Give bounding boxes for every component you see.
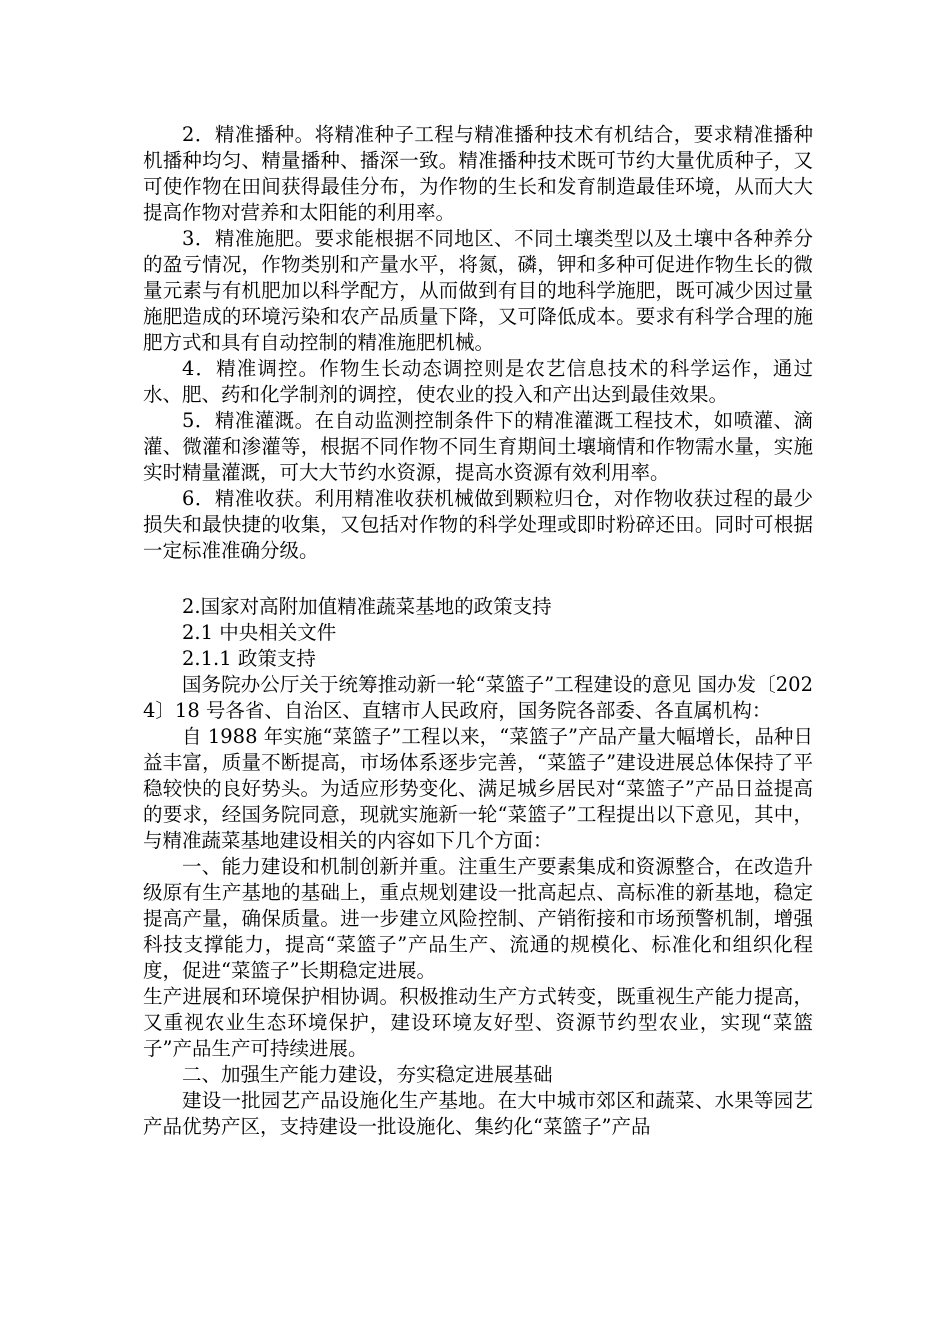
subsection-heading: 2.1 中央相关文件: [182, 621, 337, 644]
section-gap: [143, 564, 813, 594]
subsubsection-heading: 2.1.1 政策支持: [182, 647, 316, 670]
paragraph-background: 自 1988 年实施“菜篮子”工程以来，“菜篮子”产品产量大幅增长，品种日益丰富，质量不断提高，市场体系逐步完善，“菜篮子”建设进展总体保持了平稳较快的良好势头。为适应形势变化、满足城乡居民对“菜篮子”产品日益提高的要求，经国务院同意，现就实施新一轮“菜篮子”工程提出以下意见，其中，与精准蔬菜基地建设相关的内容如下几个方面：: [143, 725, 813, 852]
paragraph-precision-irrigation: 5．精准灌溉。在自动监测控制条件下的精准灌溉工程技术，如喷灌、滴灌、微灌和渗灌等，根据不同作物不同生育期间土壤墒情和作物需水量，实施实时精量灌溉，可大大节约水资源，提高水资源有效利用率。: [143, 409, 813, 484]
paragraph-environment: 生产进展和环境保护相协调。积极推动生产方式转变，既重视生产能力提高，又重视农业生态环境保护，建设环境友好型、资源节约型农业，实现“菜篮子”产品生产可持续进展。: [143, 985, 813, 1060]
paragraph-precision-regulation: 4．精准调控。作物生长动态调控则是农艺信息技术的科学运作，通过水、肥、药和化学制剂的调控，使农业的投入和产出达到最佳效果。: [143, 357, 813, 406]
section-heading: 2.国家对高附加值精准蔬菜基地的政策支持: [182, 595, 552, 618]
paragraph-precision-harvest: 6．精准收获。利用精准收获机械做到颗粒归仓，对作物收获过程的最少损失和最快捷的收集，又包括对作物的科学处理或即时粉碎还田。同时可根据一定标准准确分级。: [143, 487, 813, 562]
paragraph-precision-fertilization: 3．精准施肥。要求能根据不同地区、不同土壤类型以及土壤中各种养分的盈亏情况，作物类别和产量水平，将氮，磷，钾和多种可促进作物生长的微量元素与有机肥加以科学配方，从而做到有目的地科学施肥，既可减少因过量施肥造成的环境污染和农产品质量下降，又可降低成本。要求有科学合理的施肥方式和具有自动控制的精准施肥机械。: [143, 227, 813, 354]
document-page: [143, 122, 813, 1140]
paragraph-strengthen-production: 二、加强生产能力建设，夯实稳定进展基础: [182, 1063, 553, 1086]
paragraph-horticulture-bases: 建设一批园艺产品设施化生产基地。在大中城市郊区和蔬菜、水果等园艺产品优势产区，支持建设一批设施化、集约化“菜篮子”产品: [143, 1089, 813, 1138]
paragraph-capacity-innovation: 一、能力建设和机制创新并重。注重生产要素集成和资源整合，在改造升级原有生产基地的基础上，重点规划建设一批高起点、高标准的新基地，稳定提高产量，确保质量。进一步建立风险控制、产销衔接和市场预警机制，增强科技支撑能力，提高“菜篮子”产品生产、流通的规模化、标准化和组织化程度，促进“菜篮子”长期稳定进展。: [143, 855, 813, 982]
paragraph-precision-sowing: 2．精准播种。将精准种子工程与精准播种技术有机结合，要求精准播种机播种均匀、精量播种、播深一致。精准播种技术既可节约大量优质种子，又可使作物在田间获得最佳分布，为作物的生长和发育制造最佳环境，从而大大提高作物对营养和太阳能的利用率。: [143, 123, 813, 224]
paragraph-document-intro: 国务院办公厅关于统筹推动新一轮“菜篮子”工程建设的意见 国办发〔2024〕18 号各省、自治区、直辖市人民政府，国务院各部委、各直属机构：: [143, 673, 813, 722]
